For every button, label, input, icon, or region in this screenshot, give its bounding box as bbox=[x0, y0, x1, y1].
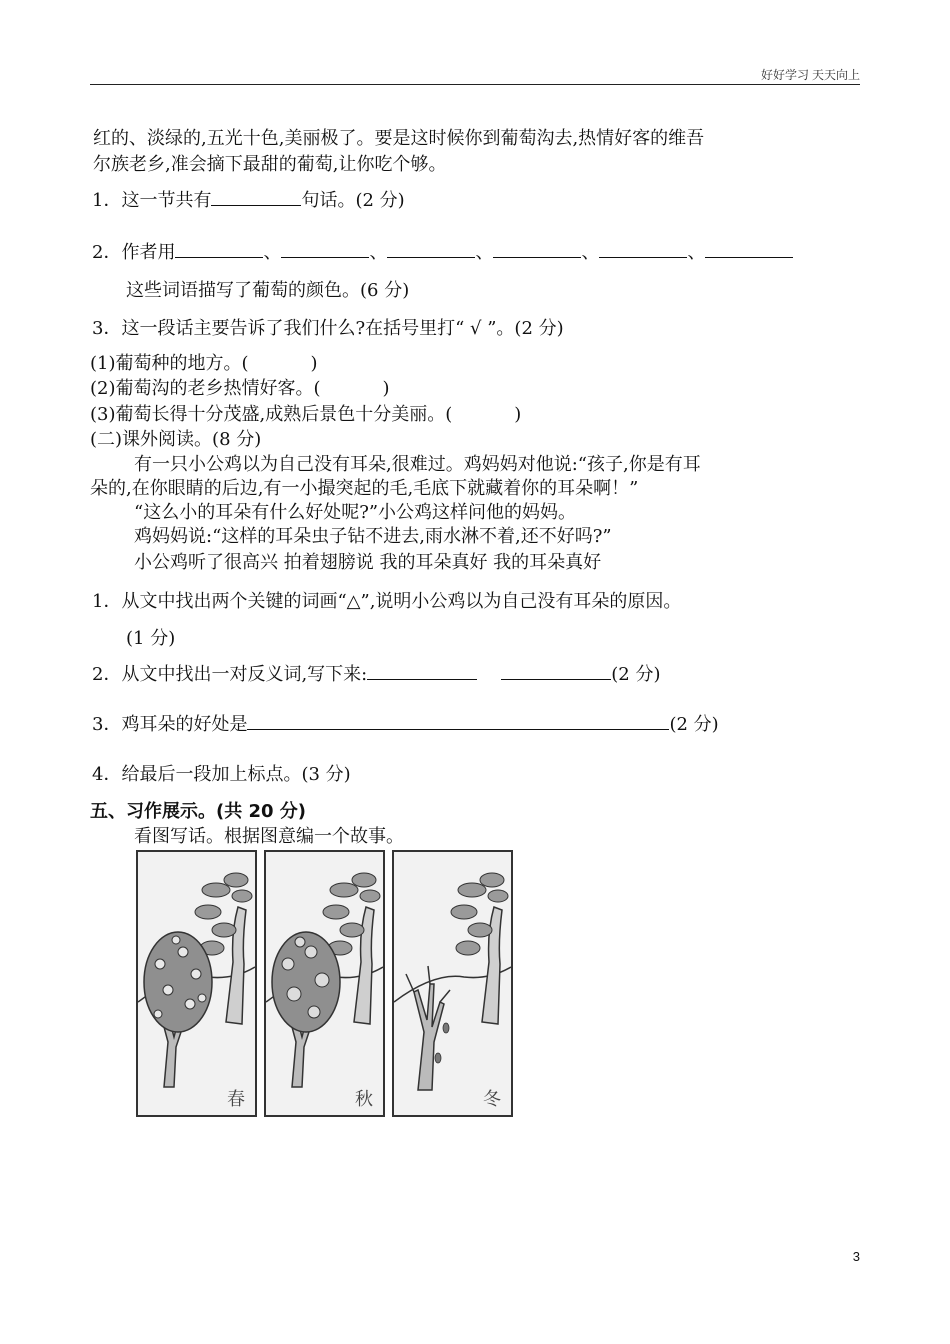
reading-question-1-number: 1． bbox=[92, 591, 122, 612]
story-line-5: 小公鸡听了很高兴 拍着翅膀说 我的耳朵真好 我的耳朵真好 bbox=[134, 552, 602, 573]
winter-tree-illustration bbox=[394, 852, 511, 1115]
reading-question-4 bbox=[92, 760, 351, 786]
picture-panel-autumn bbox=[264, 850, 385, 1117]
option-3-text: (3)葡萄长得十分茂盛,成熟后景色十分美丽。( bbox=[90, 404, 453, 425]
header-rule bbox=[90, 84, 860, 85]
answer-blank[interactable] bbox=[211, 187, 301, 206]
season-label: 冬 bbox=[483, 1089, 501, 1110]
question-3-number: 3． bbox=[92, 318, 122, 339]
reading-question-4-text: 给最后一段加上标点。(3 分) bbox=[121, 764, 351, 785]
reading-question-1 bbox=[92, 587, 681, 613]
option-1 bbox=[90, 349, 318, 375]
reading-question-3 bbox=[92, 710, 719, 736]
section-heading: (二)课外阅读。(8 分) bbox=[90, 429, 262, 450]
page-number: 3 bbox=[852, 1249, 860, 1264]
answer-blank[interactable] bbox=[281, 239, 369, 258]
question-3-text: 这一段话主要告诉了我们什么?在括号里打“ √ ”。(2 分) bbox=[121, 318, 564, 339]
story-line-3: “这么小的耳朵有什么好处呢?”小公鸡这样问他的妈妈。 bbox=[134, 502, 577, 523]
reading-question-1-text: 从文中找出两个关键的词画“△”,说明小公鸡以为自己没有耳朵的原因。 bbox=[121, 591, 682, 612]
season-label: 秋 bbox=[355, 1089, 373, 1110]
separator: 、 bbox=[263, 242, 282, 263]
option-3 bbox=[90, 400, 521, 426]
story-line-4: 鸡妈妈说:“这样的耳朵虫子钻不进去,雨水淋不着,还不好吗?” bbox=[134, 526, 612, 547]
reading-question-3-text: 鸡耳朵的好处是 bbox=[121, 714, 248, 735]
spring-tree-illustration bbox=[138, 852, 255, 1115]
reading-question-2 bbox=[92, 660, 660, 686]
option-2 bbox=[90, 374, 390, 400]
writing-instruction: 看图写话。根据图意编一个故事。 bbox=[134, 826, 404, 847]
answer-blank[interactable] bbox=[493, 239, 581, 258]
answer-blank[interactable] bbox=[387, 239, 475, 258]
question-2-number: 2． bbox=[92, 242, 122, 263]
option-3-close: ) bbox=[514, 404, 522, 425]
question-2-text: 作者用 bbox=[121, 242, 176, 263]
season-label: 春 bbox=[227, 1089, 245, 1110]
answer-blank[interactable] bbox=[705, 239, 793, 258]
reading-question-3-number: 3． bbox=[92, 714, 122, 735]
reading-question-3-score: (2 分) bbox=[669, 714, 719, 735]
passage-line-2: 尔族老乡,准会摘下最甜的葡萄,让你吃个够。 bbox=[93, 154, 447, 175]
answer-blank[interactable] bbox=[599, 239, 687, 258]
separator: 、 bbox=[475, 242, 494, 263]
question-1-text: 这一节共有 bbox=[121, 190, 212, 211]
picture-panel-winter bbox=[392, 850, 513, 1117]
answer-blank[interactable] bbox=[367, 661, 477, 680]
question-2-line-2: 这些词语描写了葡萄的颜色。(6 分) bbox=[126, 280, 410, 301]
question-1-score: 句话。(2 分) bbox=[301, 190, 405, 211]
reading-question-4-number: 4． bbox=[92, 764, 122, 785]
picture-panel-spring bbox=[136, 850, 257, 1117]
reading-question-2-number: 2． bbox=[92, 664, 122, 685]
question-1 bbox=[92, 186, 405, 212]
question-2 bbox=[92, 238, 793, 264]
reading-question-2-text: 从文中找出一对反义词,写下来: bbox=[121, 664, 368, 685]
reading-question-1-score: (1 分) bbox=[126, 628, 176, 649]
option-2-text: (2)葡萄沟的老乡热情好客。( bbox=[90, 378, 321, 399]
section-five-heading: 五、习作展示。(共 20 分) bbox=[90, 801, 307, 822]
separator: 、 bbox=[687, 242, 706, 263]
answer-blank[interactable] bbox=[501, 661, 611, 680]
option-2-close: ) bbox=[382, 378, 390, 399]
reading-question-2-score: (2 分) bbox=[611, 664, 661, 685]
option-1-close: ) bbox=[310, 353, 318, 374]
option-1-text: (1)葡萄种的地方。( bbox=[90, 353, 249, 374]
answer-blank[interactable] bbox=[247, 711, 669, 730]
passage-line-1: 红的、淡绿的,五光十色,美丽极了。要是这时候你到葡萄沟去,热情好客的维吾 bbox=[93, 128, 705, 149]
question-1-number: 1． bbox=[92, 190, 122, 211]
autumn-tree-illustration bbox=[266, 852, 383, 1115]
story-line-1: 有一只小公鸡以为自己没有耳朵,很难过。鸡妈妈对他说:“孩子,你是有耳 bbox=[134, 454, 701, 475]
separator: 、 bbox=[369, 242, 388, 263]
header-motto: 好好学习 天天向上 bbox=[760, 68, 860, 82]
story-line-2: 朵的,在你眼睛的后边,有一小撮突起的毛,毛底下就藏着你的耳朵啊！” bbox=[90, 478, 639, 499]
answer-blank[interactable] bbox=[175, 239, 263, 258]
question-3 bbox=[92, 314, 564, 340]
separator: 、 bbox=[581, 242, 600, 263]
